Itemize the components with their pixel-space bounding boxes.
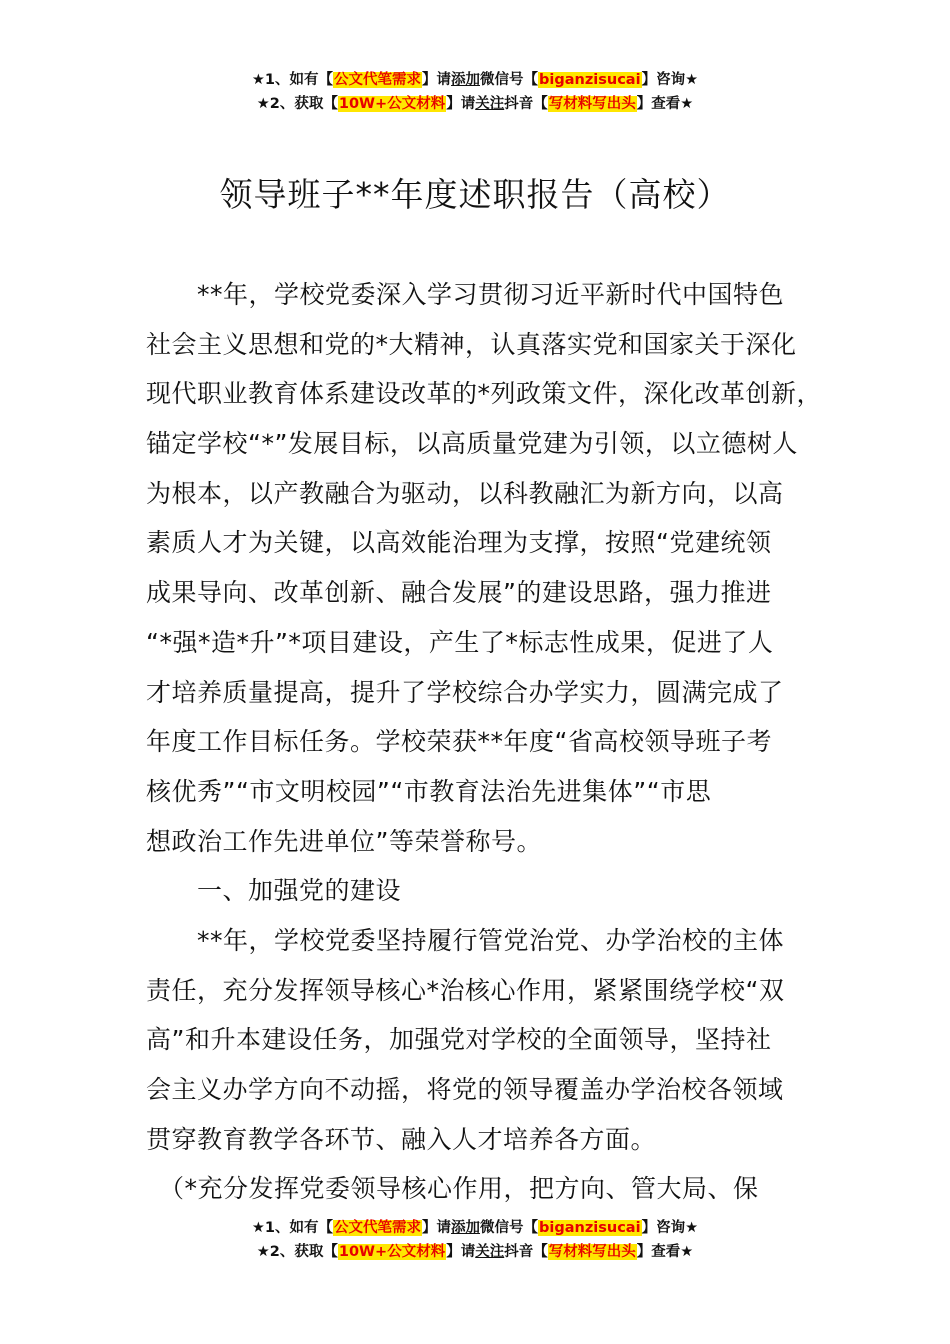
banner-text: 】请 bbox=[446, 96, 476, 112]
banner-highlight: biganzisucai bbox=[539, 72, 641, 88]
body-line: 核优秀”“市文明校园”“市教育法治先进集体”“市思 bbox=[146, 776, 712, 806]
body-line: 贯穿教育教学各环节、融入人才培养各方面。 bbox=[146, 1124, 657, 1154]
body-line: 想政治工作先进单位”等荣誉称号。 bbox=[146, 826, 542, 856]
banner-text: ★2、获取【 bbox=[256, 1244, 338, 1260]
banner-underline: 关注 bbox=[475, 96, 505, 112]
bottom-banner bbox=[0, 1216, 950, 1264]
banner-text: 】请 bbox=[422, 72, 452, 88]
banner-underline: 添加 bbox=[451, 1220, 481, 1236]
body-line: **年，学校党委坚持履行管党治党、办学治校的主体 bbox=[146, 925, 785, 955]
banner-text: 抖音【 bbox=[504, 1244, 548, 1260]
body-line: 锚定学校“*”发展目标，以高质量党建为引领，以立德树人 bbox=[146, 429, 798, 459]
banner-highlight: 10W+公文材料 bbox=[338, 1244, 446, 1260]
banner-highlight: 公文代笔需求 bbox=[334, 1220, 422, 1236]
banner-text: 】查看★ bbox=[636, 1244, 694, 1260]
banner-text: 】请 bbox=[446, 1244, 476, 1260]
body-line: 会主义办学方向不动摇，将党的领导覆盖办学治校各领域 bbox=[146, 1075, 784, 1104]
banner-text: ★1、如有【 bbox=[251, 72, 334, 88]
banner-text: 】请 bbox=[422, 1220, 452, 1236]
banner-text: 抖音【 bbox=[504, 96, 548, 112]
banner-text: ★2、获取【 bbox=[256, 96, 338, 112]
banner-text: 】咨询★ bbox=[641, 1220, 699, 1236]
banner-highlight: biganzisucai bbox=[539, 1220, 641, 1236]
body-line: 现代职业教育体系建设改革的*列政策文件，深化改革创新， bbox=[146, 379, 823, 409]
banner-text: 微信号【 bbox=[480, 72, 539, 88]
body-line: 素质人才为关键，以高效能治理为支撑，按照“党建统领 bbox=[146, 528, 772, 558]
banner-text: 】查看★ bbox=[636, 96, 694, 112]
body-line: 责任，充分发挥领导核心*治核心作用，紧紧围绕学校“双 bbox=[146, 975, 785, 1005]
banner-text: ★1、如有【 bbox=[251, 1220, 334, 1236]
document-title: 领导班子**年度述职报告（高校） bbox=[219, 175, 731, 214]
banner-highlight: 写材料写出头 bbox=[548, 96, 636, 112]
body-line: 才培养质量提高，提升了学校综合办学实力，圆满完成了 bbox=[146, 677, 784, 707]
banner-line-2 bbox=[0, 92, 950, 116]
document-body bbox=[146, 270, 836, 1214]
body-line: 为根本，以产教融合为驱动，以科教融汇为新方向，以高 bbox=[146, 478, 784, 508]
body-line: 年度工作目标任务。学校荣获**年度“省高校领导班子考 bbox=[146, 727, 772, 757]
banner-highlight: 写材料写出头 bbox=[548, 1244, 636, 1260]
body-line: “*强*造*升”*项目建设，产生了*标志性成果，促进了人 bbox=[146, 627, 774, 657]
banner-text: 】咨询★ bbox=[641, 72, 699, 88]
banner-highlight: 公文代笔需求 bbox=[334, 72, 422, 88]
body-line: 高”和升本建设任务，加强党对学校的全面领导，坚持社 bbox=[146, 1025, 772, 1055]
banner-text: 微信号【 bbox=[480, 1220, 539, 1236]
banner-line-1 bbox=[0, 68, 950, 92]
body-line: **年，学校党委深入学习贯彻习近平新时代中国特色 bbox=[146, 280, 785, 309]
section-heading: 一、加强党的建设 bbox=[146, 876, 402, 906]
banner-highlight: 10W+公文材料 bbox=[338, 96, 446, 112]
banner-underline: 关注 bbox=[475, 1244, 505, 1260]
body-line: 社会主义思想和党的*大精神，认真落实党和国家关于深化 bbox=[146, 329, 797, 359]
subsection-heading: （*充分发挥党委领导核心作用，把方向、管大局、保 bbox=[146, 1174, 759, 1204]
banner-underline: 添加 bbox=[451, 72, 481, 88]
top-banner bbox=[0, 68, 950, 116]
banner-line-2 bbox=[0, 1240, 950, 1264]
banner-line-1 bbox=[0, 1216, 950, 1240]
body-line: 成果导向、改革创新、融合发展”的建设思路，强力推进 bbox=[146, 578, 772, 608]
